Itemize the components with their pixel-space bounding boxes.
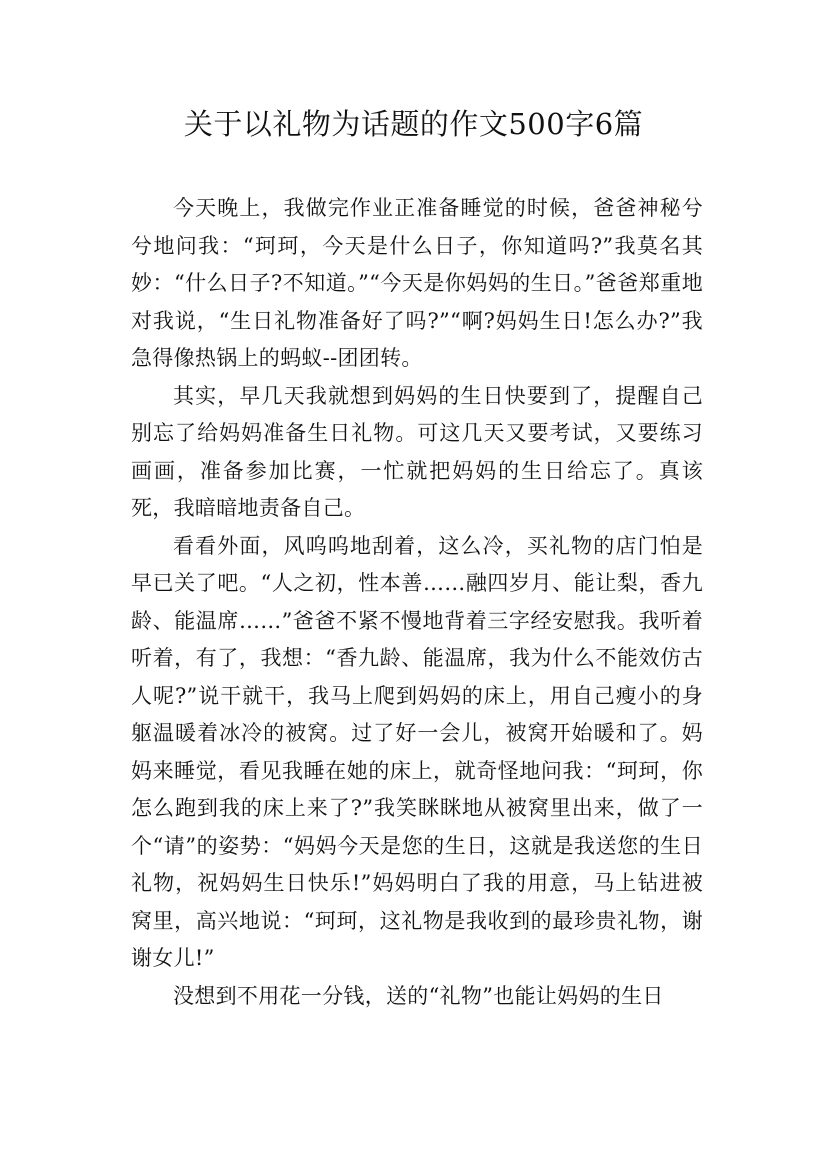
paragraph-4: 没想到不用花一分钱，送的“礼物”也能让妈妈的生日 (173, 983, 664, 1008)
paragraph-1: 今天晚上，我做完作业正准备睡觉的时候，爸爸神秘兮兮地问我：“珂珂，今天是什么日子，你知道吗?”我莫名其妙：“什么日子?不知道。”“今天是你妈妈的生日。”爸爸郑重地对我说，“生日礼物准备好了吗?”“啊?妈妈生日!怎么办?”我急得像热锅上的蚂蚁--团团转。 (131, 196, 703, 370)
paragraph-2: 其实，早几天我就想到妈妈的生日快要到了，提醒自己别忘了给妈妈准备生日礼物。可这几天又要考试，又要练习画画，准备参加比赛，一忙就把妈妈的生日给忘了。真该死，我暗暗地责备自己。 (131, 383, 703, 520)
paragraph-3: 看看外面，风呜呜地刮着，这么冷，买礼物的店门怕是早已关了吧。“人之初，性本善……融四岁月、能让梨，香九龄、能温席……”爸爸不紧不慢地背着三字经安慰我。我听着听着，有了，我想：“香九龄、能温席，我为什么不能效仿古人呢?”说干就干，我马上爬到妈妈的床上，用自己瘦小的身躯温暖着冰冷的被窝。过了好一会儿，被窝开始暖和了。妈妈来睡觉，看见我睡在她的床上，就奇怪地问我：“珂珂，你怎么跑到我的床上来了?”我笑眯眯地从被窝里出来，做了一个“请”的姿势：“妈妈今天是您的生日，这就是我送您的生日礼物，祝妈妈生日快乐!”妈妈明白了我的用意，马上钻进被窝里，高兴地说：“珂珂，这礼物是我收到的最珍贵礼物，谢谢女儿!” (131, 533, 703, 970)
document-title: 关于以礼物为话题的作文500字6篇 (183, 107, 644, 141)
document-body (131, 190, 703, 1015)
